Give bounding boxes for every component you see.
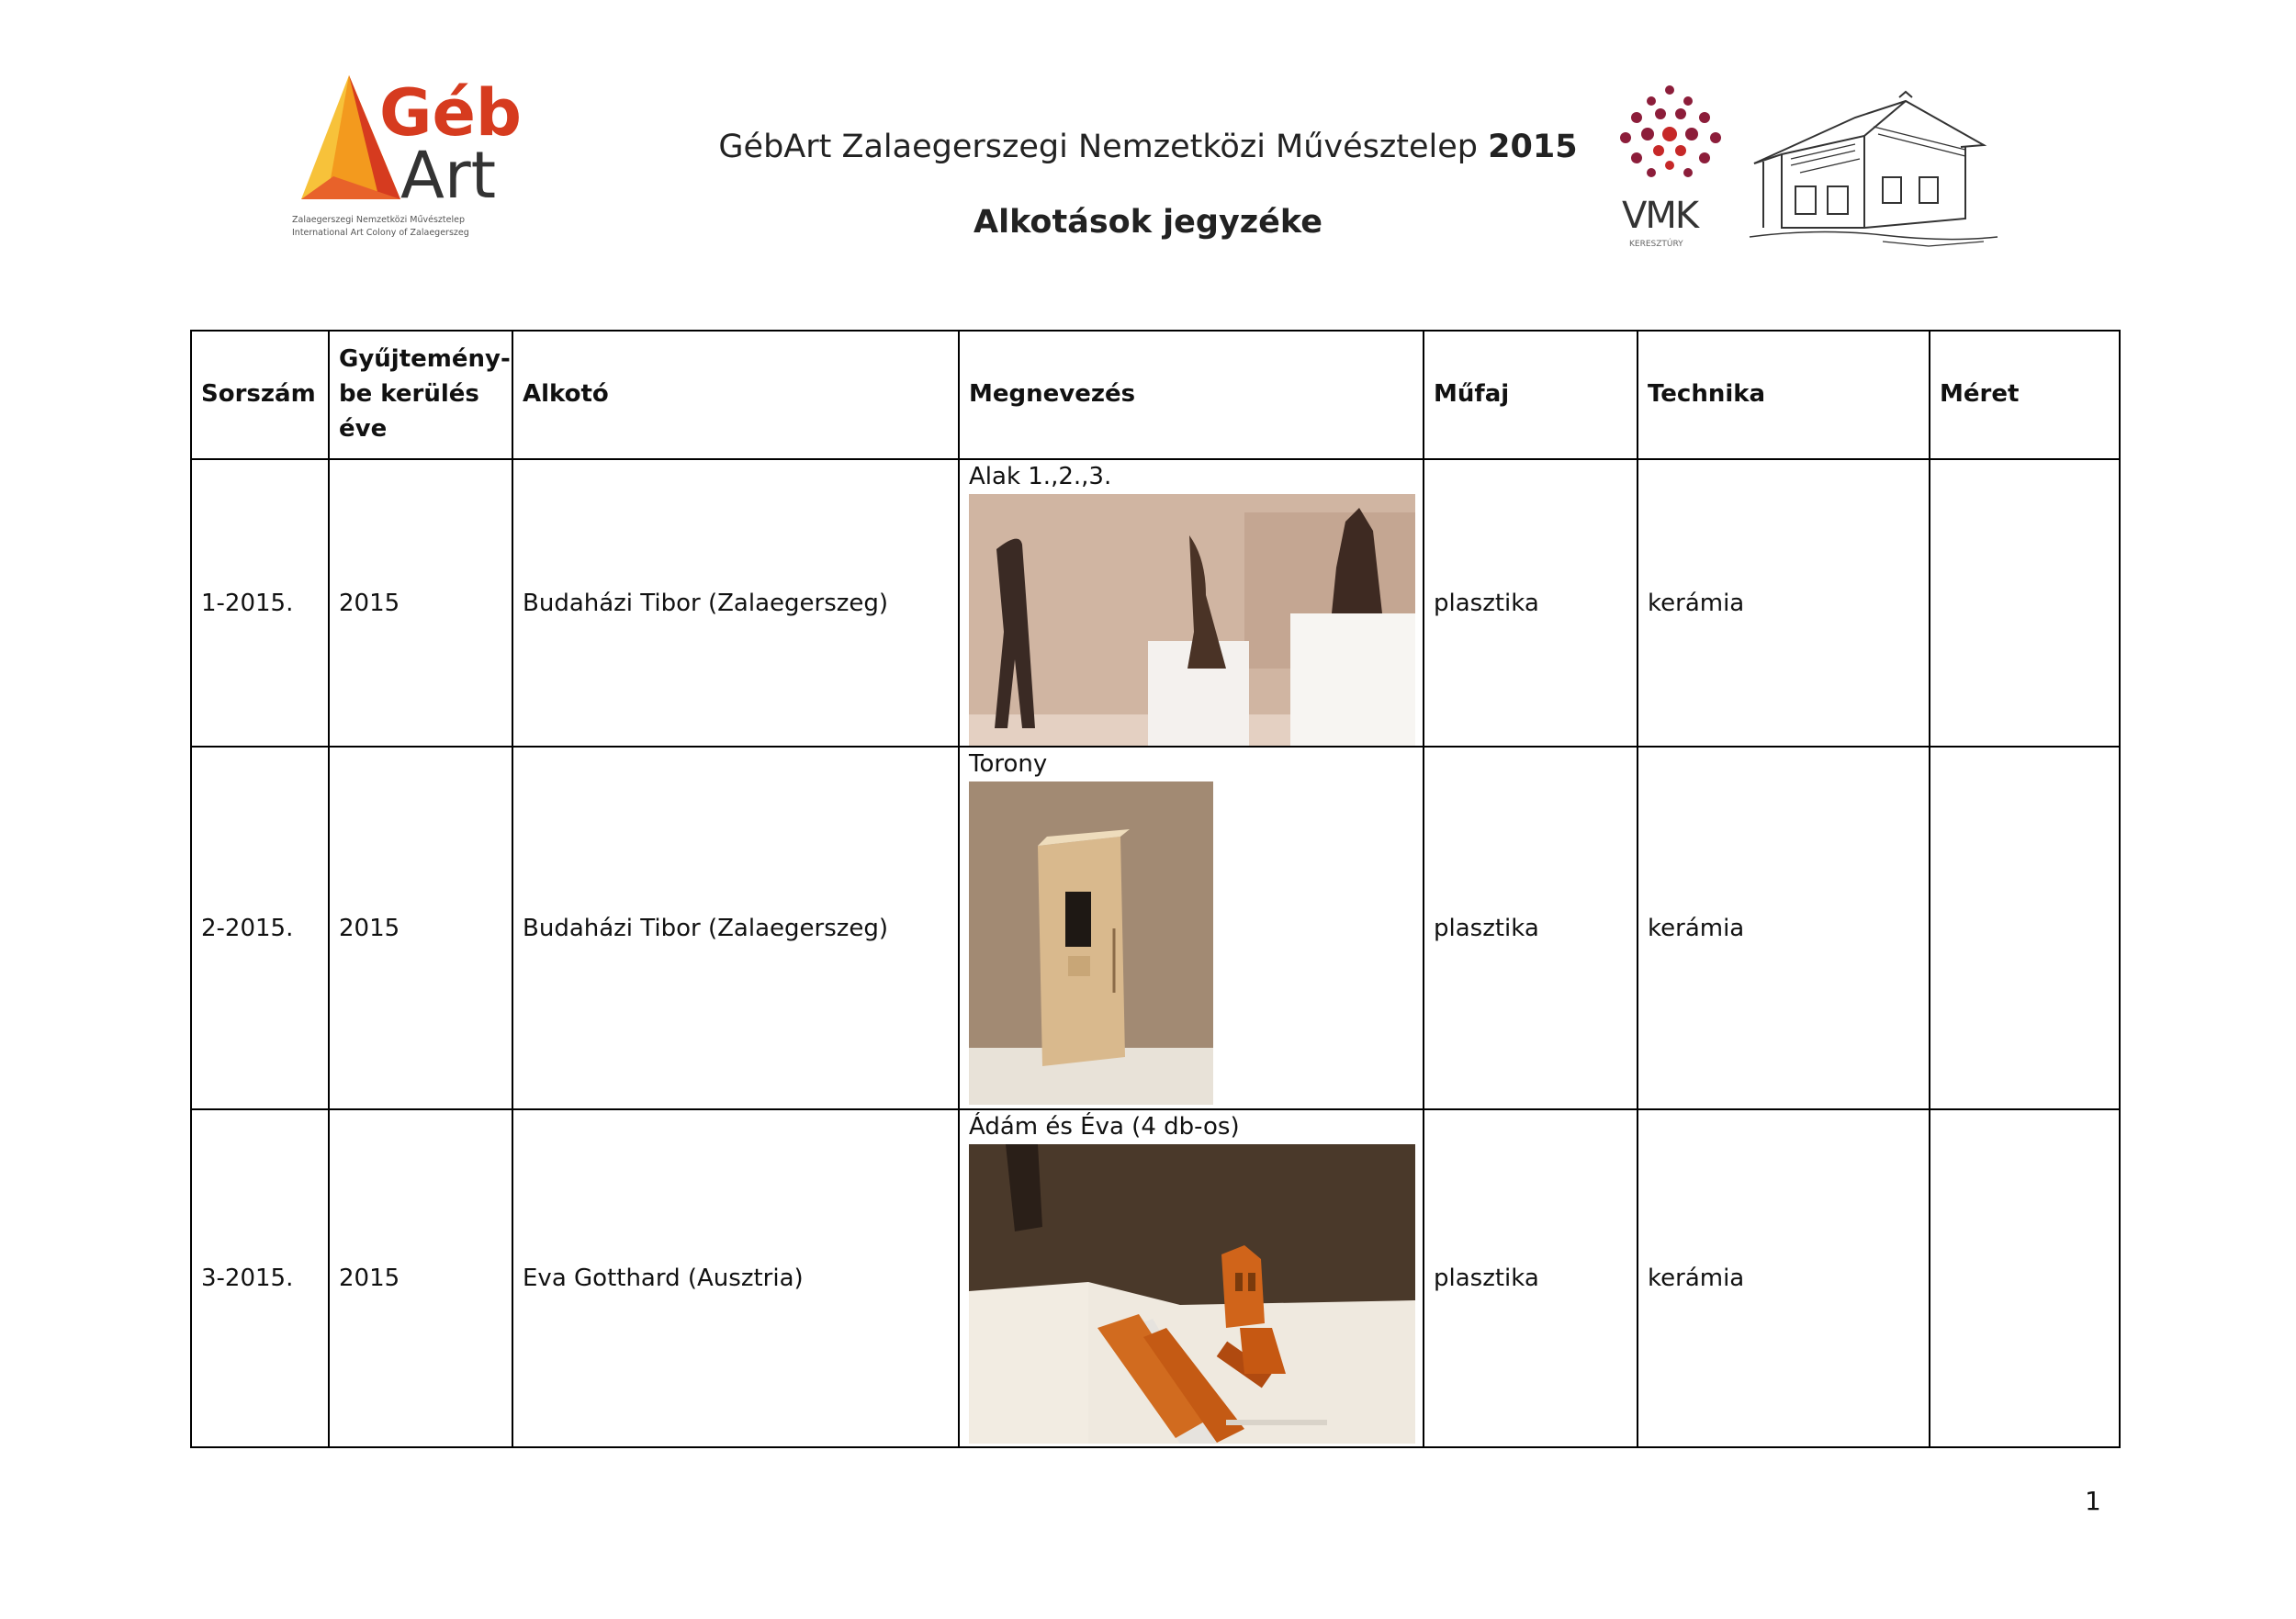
document-title xyxy=(643,129,1653,165)
cell-technika: kerámia xyxy=(1638,1109,1930,1447)
cell-ev: 2015 xyxy=(329,747,512,1109)
document-subtitle: Alkotások jegyzéke xyxy=(974,204,1322,241)
document-title-text: GébArt Zalaegerszegi Nemzetközi Művésztelep xyxy=(718,129,1479,165)
artwork-photo-alak xyxy=(969,494,1415,746)
cell-mufaj: plasztika xyxy=(1424,1109,1638,1447)
cell-sorszam: 1-2015. xyxy=(191,459,329,747)
table-row xyxy=(191,747,2120,1109)
cell-technika: kerámia xyxy=(1638,459,1930,747)
logo-caption-1: Zalaegerszegi Nemzetközi Művésztelep xyxy=(292,215,465,225)
cell-megnevezes xyxy=(959,1109,1424,1447)
table-row xyxy=(191,459,2120,747)
cell-alkoto: Budaházi Tibor (Zalaegerszeg) xyxy=(512,747,959,1109)
house-sketch xyxy=(1745,90,2002,255)
logo-geb-text: Géb xyxy=(379,75,523,151)
table-header-row xyxy=(191,331,2120,459)
artwork-title: Alak 1.,2.,3. xyxy=(969,463,1112,490)
page-number: 1 xyxy=(2085,1486,2101,1516)
cell-sorszam: 2-2015. xyxy=(191,747,329,1109)
vmk-logo xyxy=(1616,81,1727,255)
cell-megnevezes xyxy=(959,459,1424,747)
artwork-title: Torony xyxy=(969,750,1048,779)
table-row xyxy=(191,1109,2120,1447)
cell-meret xyxy=(1930,1109,2120,1447)
cell-megnevezes xyxy=(959,747,1424,1109)
vmk-logo-text: VMK xyxy=(1622,195,1698,237)
header-technika: Technika xyxy=(1638,331,1930,459)
cell-meret xyxy=(1930,459,2120,747)
logo-art-text: Art xyxy=(400,138,497,213)
artwork-photo-torony xyxy=(969,781,1213,1105)
cell-alkoto: Budaházi Tibor (Zalaegerszeg) xyxy=(512,459,959,747)
cell-sorszam: 3-2015. xyxy=(191,1109,329,1447)
header-alkoto: Alkotó xyxy=(512,331,959,459)
artwork-table xyxy=(190,330,2121,1448)
header-gyujtemeny-ev: Gyűjtemény-be kerülés éve xyxy=(329,331,512,459)
logo-caption-2: International Art Colony of Zalaegerszeg xyxy=(292,228,469,238)
header-mufaj: Műfaj xyxy=(1424,331,1638,459)
cell-ev: 2015 xyxy=(329,1109,512,1447)
cell-alkoto: Eva Gotthard (Ausztria) xyxy=(512,1109,959,1447)
header-megnevezes: Megnevezés xyxy=(959,331,1424,459)
document-title-year: 2015 xyxy=(1488,129,1578,165)
header-meret: Méret xyxy=(1930,331,2120,459)
artwork-title: Ádám és Éva (4 db-os) xyxy=(969,1113,1240,1141)
cell-mufaj: plasztika xyxy=(1424,459,1638,747)
cell-technika: kerámia xyxy=(1638,747,1930,1109)
header-sorszam: Sorszám xyxy=(191,331,329,459)
gebart-logo xyxy=(292,66,526,259)
cell-meret xyxy=(1930,747,2120,1109)
cell-ev: 2015 xyxy=(329,459,512,747)
artwork-photo-adam-es-eva xyxy=(969,1144,1415,1444)
vmk-logo-caption: KERESZTÚRY xyxy=(1629,240,1683,249)
cell-mufaj: plasztika xyxy=(1424,747,1638,1109)
